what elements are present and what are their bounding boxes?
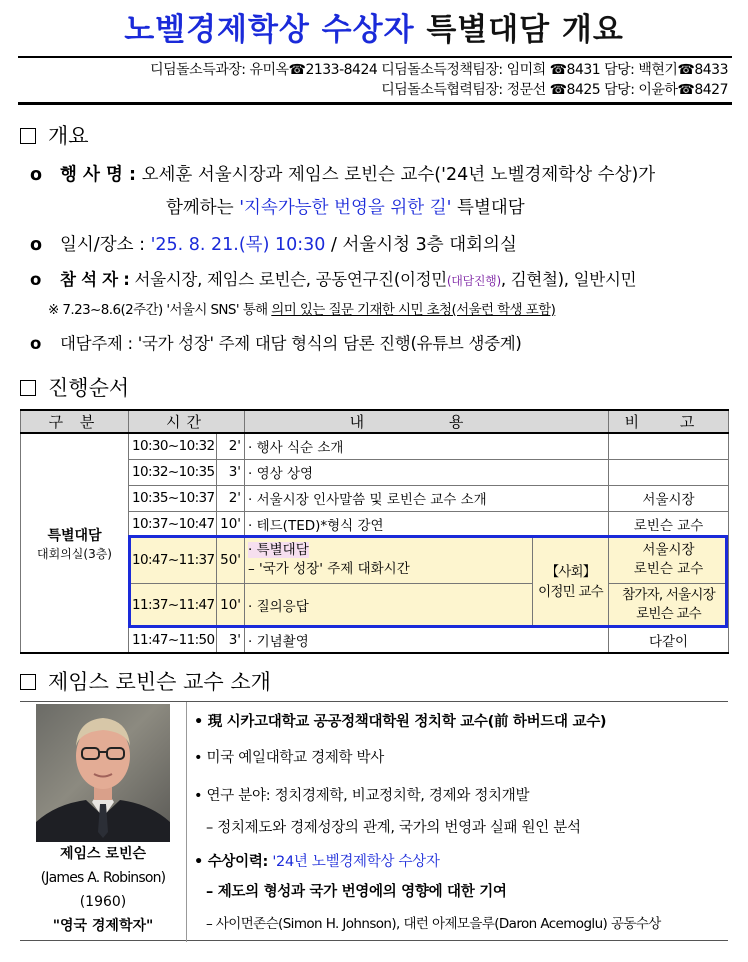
circle-bullet-icon: o bbox=[30, 165, 43, 185]
attendee-note: ※ 7.23~8.6(2주간) '서울시 SNS' 통해 의미 있는 질문 기재한 시민 초청(서울런 학생 포함) bbox=[48, 302, 556, 318]
schedule-table bbox=[20, 409, 729, 654]
table-row: 11:47~11:50 3' · 기념촬영 다같이 bbox=[21, 627, 729, 653]
table-row: 특별대담 대회의실(3층) 10:30~10:32 2' · 행사 식순 소개 bbox=[21, 433, 729, 459]
profile-line-6: – 제도의 형성과 국가 번영에의 영향에 대한 기여 bbox=[206, 884, 507, 900]
table-header-row bbox=[21, 410, 729, 433]
attendee-line: o 참 석 자 : 서울시장, 제임스 로빈슨, 공동연구진(이정민(대담진행), 김현철), 일반시민 bbox=[30, 270, 637, 289]
circle-bullet-icon: o bbox=[30, 334, 42, 353]
event-name-line-2: 함께하는 '지속가능한 번영을 위한 길' 특별대담 bbox=[166, 198, 525, 218]
square-bullet-icon bbox=[20, 128, 36, 144]
topic-line: o 대담주제 : '국가 성장' 주제 대담 형식의 담론 진행(유튜브 생중계) bbox=[30, 334, 522, 353]
date-line: o 일시/장소 : '25. 8. 21.(목) 10:30 / 서울시청 3층 대회의실 bbox=[30, 235, 517, 255]
table-row: 10:32~10:35 3' · 영상 상영 bbox=[21, 459, 729, 485]
moderator-cell: 【사회】 이정민 교수 bbox=[533, 537, 609, 627]
group-cell: 특별대담 대회의실(3층) bbox=[21, 433, 129, 653]
square-bullet-icon bbox=[20, 674, 36, 690]
profile-line-4: – 정치제도와 경제성장의 관계, 국가의 번영과 실패 원인 분석 bbox=[206, 820, 581, 836]
name-korean: 제임스 로빈슨 bbox=[59, 846, 147, 862]
page-title bbox=[0, 4, 748, 49]
contact-row-2: 디딤돌소득협력팀장: 정문선 ☎8425 담당: 이윤하☎8427 bbox=[381, 82, 728, 98]
name-english: (James A. Robinson) bbox=[40, 870, 166, 886]
table-row-highlight: 10:47~11:37 50' · 특별대담 – '국가 성장' 주제 대화시간 【사회】 이정민 교수 서울시장 로빈슨 교수 bbox=[21, 537, 729, 583]
section-schedule-heading: 진행순서 bbox=[20, 372, 129, 402]
header-category: 구 분 bbox=[21, 410, 129, 433]
profile-line-5: • 수상이력: '24년 노벨경제학상 수상자 bbox=[194, 854, 440, 870]
event-name-line: o 행 사 명 : 오세훈 서울시장과 제임스 로빈슨 교수('24년 노벨경제학상 수상)가 bbox=[30, 165, 656, 185]
header-time: 시간 bbox=[129, 410, 245, 433]
circle-bullet-icon: o bbox=[30, 270, 42, 289]
table-row: 10:35~10:37 2' · 서울시장 인사말씀 및 로빈슨 교수 소개 서울시장 bbox=[21, 485, 729, 511]
birth-year: (1960) bbox=[79, 894, 127, 910]
contact-block bbox=[18, 56, 732, 105]
square-bullet-icon bbox=[20, 380, 36, 396]
contact-row-1: 디딤돌소득과장: 유미옥☎2133-8424 디딤돌소득정책팀장: 임미희 ☎8431 담당: 백현기☎8433 bbox=[150, 62, 728, 78]
header-note: 비 고 bbox=[609, 410, 729, 433]
profile-line-7: – 사이먼존슨(Simon H. Johnson), 대런 아제모을루(Daron Acemoglu) 공동수상 bbox=[206, 916, 661, 932]
profile-line-1: • 現 시카고대학교 공공정책대학원 정치학 교수(前 하버드대 교수) bbox=[194, 714, 607, 730]
profile-line-3: • 연구 분야: 정치경제학, 비교정치학, 경제와 정치개발 bbox=[194, 788, 530, 804]
title-highlight: 노벨경제학상 수상자 bbox=[124, 12, 415, 48]
portrait-photo bbox=[36, 704, 170, 842]
divider bbox=[186, 702, 187, 942]
table-row-highlight: 11:37~11:47 10' · 질의응답 참가자, 서울시장 로빈슨 교수 bbox=[21, 583, 729, 627]
circle-bullet-icon: o bbox=[30, 235, 43, 255]
section-profile-heading: 제임스 로빈슨 교수 소개 bbox=[20, 666, 271, 696]
title-rest: 특별대담 개요 bbox=[426, 12, 624, 48]
section-overview-heading: 개요 bbox=[20, 120, 89, 150]
profile-name-block bbox=[20, 842, 186, 938]
header-content: 내 용 bbox=[245, 410, 609, 433]
table-row: 10:37~10:47 10' · 테드(TED)*형식 강연 로빈슨 교수 bbox=[21, 511, 729, 537]
profile-line-2: • 미국 예일대학교 경제학 박사 bbox=[194, 750, 384, 766]
profile-box bbox=[20, 701, 728, 941]
nickname: "영국 경제학자" bbox=[52, 918, 154, 934]
